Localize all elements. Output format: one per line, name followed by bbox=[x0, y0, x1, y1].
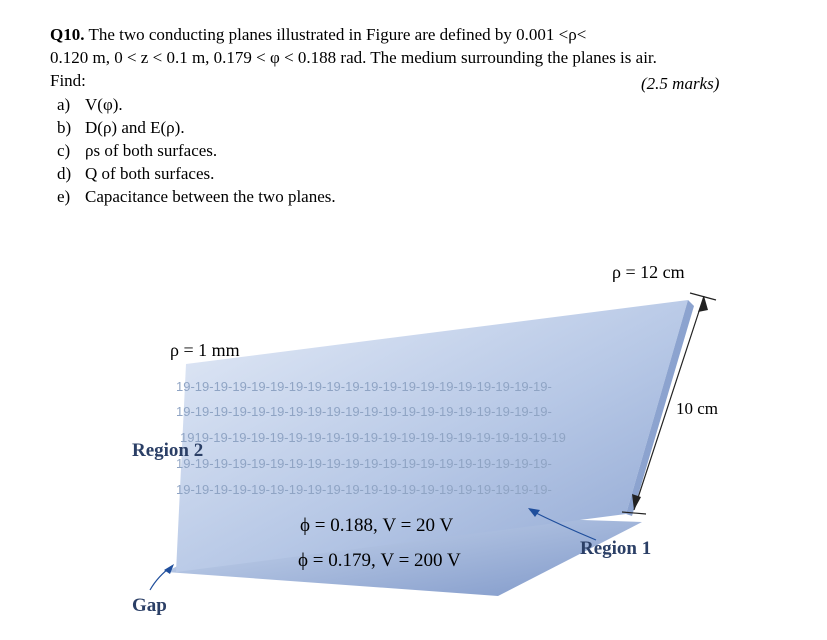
rho-outer-label: ρ = 12 cm bbox=[612, 262, 685, 282]
marks-label: (2.5 marks) bbox=[641, 74, 720, 93]
question-number: Q10. bbox=[50, 25, 85, 44]
task-label: a) bbox=[57, 95, 71, 114]
region2-label: Region 2 bbox=[132, 440, 204, 461]
task-text: V(φ). bbox=[85, 95, 123, 114]
height-label: 10 cm bbox=[676, 399, 719, 418]
gap-arrow bbox=[150, 564, 174, 590]
task-label: d) bbox=[57, 164, 72, 183]
watermark-row: 19-19-19-19-19-19-19-19-19-19-19-19-19-19-19-19-19-19-19-19- bbox=[176, 456, 552, 471]
region1-label: Region 1 bbox=[580, 538, 652, 559]
plane-top-label: ϕ = 0.188, V = 20 V bbox=[300, 515, 454, 536]
rho-inner-label: ρ = 1 mm bbox=[170, 340, 240, 360]
question-line-1-text: The two conducting planes illustrated in Figure are defined by 0.001 <ρ< bbox=[88, 25, 587, 44]
question-line-3: Find: bbox=[50, 71, 86, 90]
task-label: c) bbox=[57, 141, 71, 160]
task-text: Q of both surfaces. bbox=[85, 164, 215, 183]
task-text: ρs of both surfaces. bbox=[85, 141, 218, 160]
question-line-2: 0.120 m, 0 < z < 0.1 m, 0.179 < φ < 0.188 rad. The medium surrounding the planes is air. bbox=[50, 48, 657, 67]
task-label: b) bbox=[57, 118, 72, 137]
task-label: e) bbox=[57, 187, 71, 206]
watermark-row: 1919-19-19-19-19-19-19-19-19-19-19-19-19-19-19-19-19-19-19-19 bbox=[180, 430, 566, 445]
task-text: Capacitance between the two planes. bbox=[85, 187, 336, 206]
watermark-row: 19-19-19-19-19-19-19-19-19-19-19-19-19-19-19-19-19-19-19-19- bbox=[176, 482, 552, 497]
plane-bottom-label: ϕ = 0.179, V = 200 V bbox=[298, 550, 461, 571]
watermark-row: 19-19-19-19-19-19-19-19-19-19-19-19-19-19-19-19-19-19-19-19- bbox=[176, 404, 552, 419]
watermark-row: 19-19-19-19-19-19-19-19-19-19-19-19-19-19-19-19-19-19-19-19- bbox=[176, 379, 552, 394]
gap-label: Gap bbox=[132, 595, 167, 616]
task-text: D(ρ) and E(ρ). bbox=[85, 118, 185, 137]
